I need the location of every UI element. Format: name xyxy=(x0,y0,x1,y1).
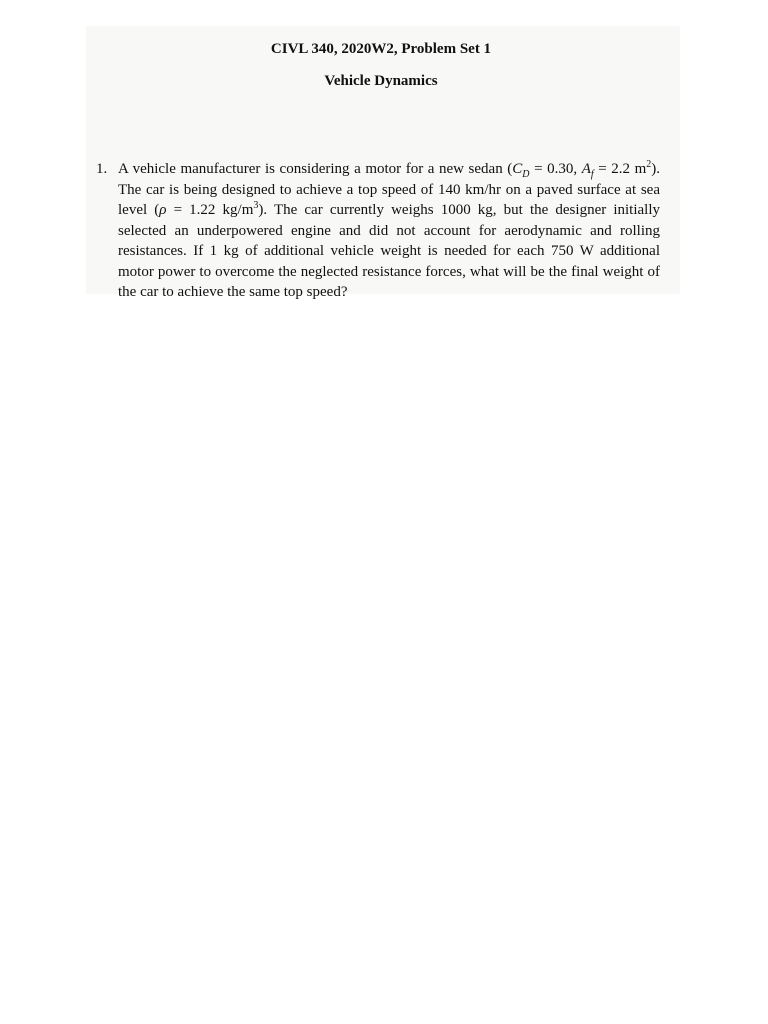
problem-number: 1. xyxy=(96,161,108,177)
problem-text-part-1: A vehicle manufacturer is considering a motor for a new sedan ( xyxy=(118,161,513,177)
frontal-area-subscript: f xyxy=(590,169,594,180)
drag-coefficient-value: = 0.30, xyxy=(529,161,582,177)
frontal-area-exponent: 2 xyxy=(646,159,652,170)
frontal-area-symbol: A xyxy=(581,161,591,177)
course-title: CIVL 340, 2020W2, Problem Set 1 xyxy=(270,41,492,57)
drag-coefficient-symbol: C xyxy=(512,161,523,177)
problem-text-part-3: ). The car currently weighs 1000 kg, but the designer initially selected an underpowered engine and did not account for aerodynamic and rolling resistances. If 1 kg of additional vehicle weight is needed for each 750 W additional motor power to overcome the neglected resistance forces, what will be the final weight of the car to achieve the same top speed? xyxy=(118,202,660,300)
section-title: Vehicle Dynamics xyxy=(324,73,438,89)
problem-text xyxy=(118,159,660,303)
air-density-value: = 1.22 kg/m xyxy=(166,202,254,218)
problem-text-part-2: ). The car is being designed to achieve a top speed of 140 km/hr on a paved surface at sea level ( xyxy=(118,161,660,218)
air-density-symbol: ρ xyxy=(159,202,167,218)
document-header xyxy=(86,40,680,90)
problem-1 xyxy=(96,159,660,303)
frontal-area-value: = 2.2 m xyxy=(593,161,647,177)
air-density-exponent: 3 xyxy=(253,200,259,211)
drag-coefficient-subscript: D xyxy=(522,169,530,180)
